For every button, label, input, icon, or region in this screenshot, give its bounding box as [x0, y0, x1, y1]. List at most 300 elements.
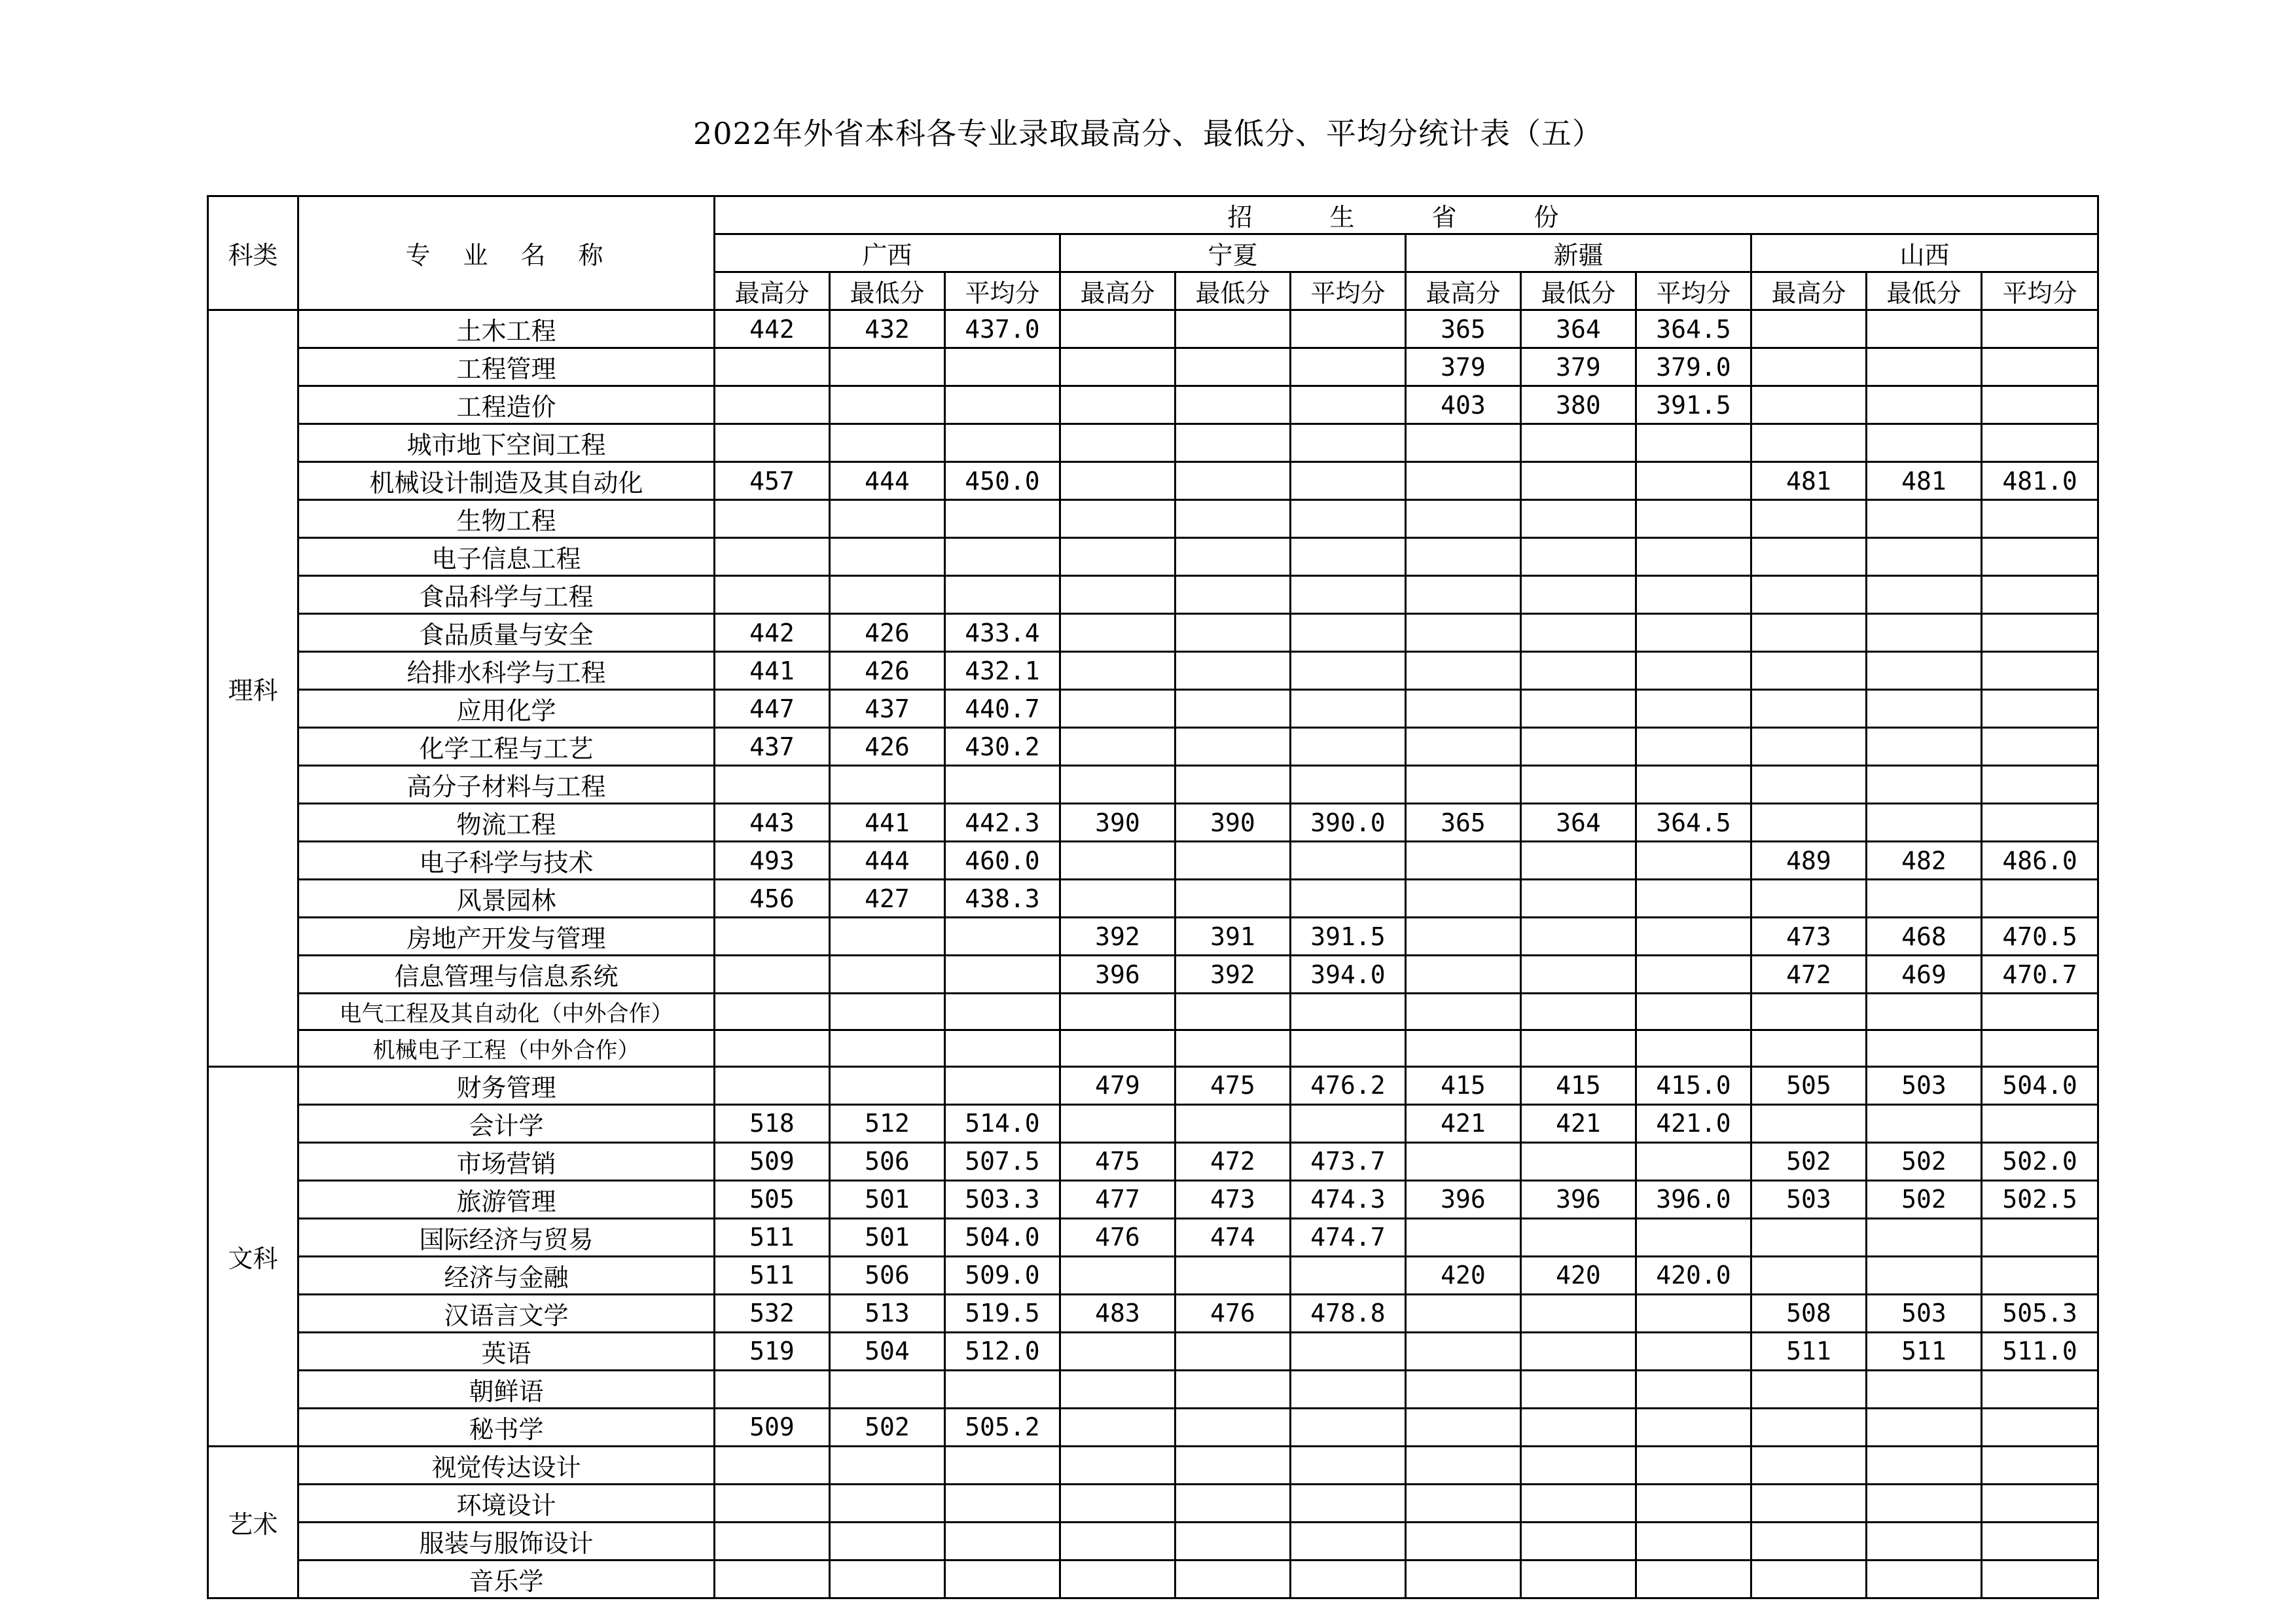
score-cell	[1060, 842, 1175, 880]
score-cell	[1291, 1104, 1406, 1142]
score-cell	[1867, 1256, 1982, 1294]
score-cell	[830, 538, 945, 576]
score-cell	[1521, 576, 1636, 614]
major-name-cell: 应用化学	[298, 690, 715, 728]
score-cell: 501	[830, 1218, 945, 1256]
score-cell: 379	[1521, 348, 1636, 386]
score-cell	[1982, 1256, 2098, 1294]
score-cell	[1867, 1408, 1982, 1446]
score-cell	[1175, 1370, 1291, 1408]
major-name-cell: 音乐学	[298, 1560, 715, 1598]
score-cell	[1982, 766, 2098, 804]
score-cell	[715, 1560, 830, 1598]
major-name-cell: 风景园林	[298, 880, 715, 918]
score-cell: 426	[830, 728, 945, 766]
score-cell	[1291, 386, 1406, 424]
score-cell	[1636, 1484, 1751, 1522]
score-cell: 432.1	[945, 652, 1060, 690]
score-cell: 415.0	[1636, 1066, 1751, 1104]
score-cell: 437	[715, 728, 830, 766]
score-cell	[830, 348, 945, 386]
major-name-cell: 电气工程及其自动化（中外合作）	[298, 994, 715, 1030]
score-cell	[1982, 1104, 2098, 1142]
score-cell	[1060, 614, 1175, 652]
score-cell: 473	[1751, 918, 1867, 956]
score-cell: 472	[1175, 1142, 1291, 1180]
score-cell	[945, 994, 1060, 1030]
major-name-cell: 化学工程与工艺	[298, 728, 715, 766]
score-cell	[1060, 538, 1175, 576]
min-score-header: 最低分	[1521, 272, 1636, 310]
table-row	[208, 1332, 2098, 1370]
score-cell: 503.3	[945, 1180, 1060, 1218]
table-row	[208, 1446, 2098, 1484]
score-cell	[1521, 766, 1636, 804]
score-cell	[1175, 690, 1291, 728]
score-cell	[1060, 1446, 1175, 1484]
score-cell	[1867, 994, 1982, 1030]
score-cell	[1636, 842, 1751, 880]
category-cell: 理科	[208, 310, 298, 1067]
score-cell: 476	[1175, 1294, 1291, 1332]
score-cell	[1175, 576, 1291, 614]
score-cell	[1867, 728, 1982, 766]
max-score-header: 最高分	[1406, 272, 1521, 310]
score-cell: 493	[715, 842, 830, 880]
score-cell	[1060, 1408, 1175, 1446]
score-cell	[1406, 538, 1521, 576]
score-cell	[1521, 880, 1636, 918]
score-cell	[1751, 690, 1867, 728]
score-cell	[830, 1030, 945, 1066]
score-cell	[1867, 1104, 1982, 1142]
score-cell	[1751, 1030, 1867, 1066]
score-cell	[715, 424, 830, 462]
score-cell	[1982, 1446, 2098, 1484]
score-cell	[1867, 1030, 1982, 1066]
avg-score-header: 平均分	[1291, 272, 1406, 310]
score-cell	[1751, 576, 1867, 614]
score-cell	[1291, 1446, 1406, 1484]
score-cell	[1406, 462, 1521, 500]
score-cell	[1982, 386, 2098, 424]
score-cell	[1521, 614, 1636, 652]
table-row	[208, 994, 2098, 1030]
score-cell	[830, 1560, 945, 1598]
score-cell	[1751, 348, 1867, 386]
major-name-cell: 电子信息工程	[298, 538, 715, 576]
major-name-cell: 环境设计	[298, 1484, 715, 1522]
table-row	[208, 1256, 2098, 1294]
score-cell	[1867, 576, 1982, 614]
score-cell	[945, 1484, 1060, 1522]
table-row	[208, 842, 2098, 880]
score-cell	[715, 576, 830, 614]
min-score-header: 最低分	[830, 272, 945, 310]
score-cell: 512	[830, 1104, 945, 1142]
score-cell	[1521, 1560, 1636, 1598]
score-cell	[1175, 1484, 1291, 1522]
score-cell	[1982, 1484, 2098, 1522]
score-cell	[1521, 1370, 1636, 1408]
score-cell: 509	[715, 1408, 830, 1446]
score-cell: 503	[1867, 1294, 1982, 1332]
score-cell	[1867, 652, 1982, 690]
table-row	[208, 1522, 2098, 1560]
score-cell	[1175, 728, 1291, 766]
score-cell	[1060, 880, 1175, 918]
score-cell	[1175, 614, 1291, 652]
score-cell	[945, 1066, 1060, 1104]
score-cell	[1291, 1030, 1406, 1066]
score-cell	[1406, 1560, 1521, 1598]
table-row	[208, 918, 2098, 956]
score-cell: 443	[715, 804, 830, 842]
score-cell	[1406, 766, 1521, 804]
table-row	[208, 1218, 2098, 1256]
score-cell: 392	[1060, 918, 1175, 956]
score-cell	[1406, 842, 1521, 880]
score-cell	[1982, 538, 2098, 576]
score-cell	[1751, 1218, 1867, 1256]
score-cell	[1867, 614, 1982, 652]
score-cell	[1867, 804, 1982, 842]
score-cell	[830, 766, 945, 804]
score-cell: 504.0	[1982, 1066, 2098, 1104]
score-cell	[1406, 1332, 1521, 1370]
score-cell	[715, 1446, 830, 1484]
score-cell	[1406, 614, 1521, 652]
score-cell	[1406, 1142, 1521, 1180]
score-cell: 476	[1060, 1218, 1175, 1256]
score-cell	[715, 956, 830, 994]
score-cell	[1406, 1446, 1521, 1484]
score-cell	[1175, 500, 1291, 538]
province-header-guangxi: 广西	[715, 234, 1060, 272]
score-cell	[1982, 994, 2098, 1030]
score-cell	[1291, 1484, 1406, 1522]
header-row-1	[208, 196, 2098, 234]
score-cell: 364.5	[1636, 310, 1751, 348]
score-cell	[1867, 1484, 1982, 1522]
score-cell	[1867, 1218, 1982, 1256]
score-cell: 457	[715, 462, 830, 500]
score-cell	[1751, 1522, 1867, 1560]
score-cell: 511	[715, 1218, 830, 1256]
score-cell	[1175, 424, 1291, 462]
score-cell	[1982, 576, 2098, 614]
score-cell: 505.2	[945, 1408, 1060, 1446]
score-cell: 505	[715, 1180, 830, 1218]
score-cell: 396.0	[1636, 1180, 1751, 1218]
score-cell	[1636, 1142, 1751, 1180]
major-name-cell: 生物工程	[298, 500, 715, 538]
score-cell	[1291, 310, 1406, 348]
score-cell: 474.7	[1291, 1218, 1406, 1256]
score-cell: 444	[830, 842, 945, 880]
score-cell	[1175, 1408, 1291, 1446]
table-row	[208, 1066, 2098, 1104]
score-cell	[1636, 538, 1751, 576]
score-cell	[1521, 956, 1636, 994]
score-cell	[1867, 538, 1982, 576]
score-cell	[1982, 728, 2098, 766]
score-cell	[1175, 842, 1291, 880]
score-cell	[1521, 690, 1636, 728]
score-cell	[1982, 1030, 2098, 1066]
score-cell: 509.0	[945, 1256, 1060, 1294]
score-cell	[1982, 424, 2098, 462]
score-cell	[1291, 538, 1406, 576]
score-cell	[1291, 424, 1406, 462]
score-cell	[1060, 652, 1175, 690]
score-cell	[1867, 1446, 1982, 1484]
score-cell	[715, 918, 830, 956]
score-cell	[1521, 1332, 1636, 1370]
score-cell: 379	[1406, 348, 1521, 386]
score-cell	[1406, 880, 1521, 918]
score-cell: 532	[715, 1294, 830, 1332]
score-cell	[1406, 1294, 1521, 1332]
major-name-cell: 机械电子工程（中外合作）	[298, 1030, 715, 1066]
score-cell	[1636, 1560, 1751, 1598]
score-cell: 437	[830, 690, 945, 728]
score-cell	[1521, 462, 1636, 500]
score-cell: 502	[1751, 1142, 1867, 1180]
score-cell	[715, 1522, 830, 1560]
table-row	[208, 728, 2098, 766]
score-cell	[715, 1066, 830, 1104]
score-cell: 472	[1751, 956, 1867, 994]
major-name-cell: 会计学	[298, 1104, 715, 1142]
score-cell: 511	[1751, 1332, 1867, 1370]
table-row	[208, 1294, 2098, 1332]
score-cell	[1291, 500, 1406, 538]
score-cell	[1521, 1484, 1636, 1522]
table-row	[208, 652, 2098, 690]
score-cell	[715, 1484, 830, 1522]
score-cell: 475	[1175, 1066, 1291, 1104]
score-cell: 441	[715, 652, 830, 690]
score-cell: 420	[1521, 1256, 1636, 1294]
score-cell	[945, 1030, 1060, 1066]
score-cell: 396	[1406, 1180, 1521, 1218]
score-cell: 502	[1867, 1180, 1982, 1218]
score-cell	[1406, 1370, 1521, 1408]
score-cell	[1175, 386, 1291, 424]
score-cell: 503	[1867, 1066, 1982, 1104]
score-cell: 483	[1060, 1294, 1175, 1332]
score-cell	[1867, 310, 1982, 348]
score-cell	[1060, 500, 1175, 538]
table-row	[208, 538, 2098, 576]
score-cell: 479	[1060, 1066, 1175, 1104]
score-cell: 473	[1175, 1180, 1291, 1218]
table-row	[208, 576, 2098, 614]
score-cell	[1982, 310, 2098, 348]
score-cell	[830, 1370, 945, 1408]
score-cell	[1982, 500, 2098, 538]
score-cell: 505	[1751, 1066, 1867, 1104]
score-cell	[1175, 1030, 1291, 1066]
score-cell	[1175, 880, 1291, 918]
score-cell: 403	[1406, 386, 1521, 424]
score-cell	[1751, 310, 1867, 348]
score-cell	[1291, 1522, 1406, 1560]
score-cell: 506	[830, 1142, 945, 1180]
score-cell	[1291, 1370, 1406, 1408]
score-cell	[1291, 1256, 1406, 1294]
table-row	[208, 804, 2098, 842]
score-cell	[715, 348, 830, 386]
score-cell: 438.3	[945, 880, 1060, 918]
score-cell	[945, 1522, 1060, 1560]
score-cell	[1521, 1408, 1636, 1446]
score-cell	[1751, 1484, 1867, 1522]
avg-score-header: 平均分	[945, 272, 1060, 310]
score-cell	[945, 538, 1060, 576]
score-cell	[945, 500, 1060, 538]
score-cell: 420.0	[1636, 1256, 1751, 1294]
score-cell: 415	[1406, 1066, 1521, 1104]
score-cell	[1406, 918, 1521, 956]
score-cell	[1521, 728, 1636, 766]
major-name-cell: 汉语言文学	[298, 1294, 715, 1332]
score-cell	[1175, 1560, 1291, 1598]
score-cell: 447	[715, 690, 830, 728]
score-cell	[1175, 538, 1291, 576]
table-row	[208, 1408, 2098, 1446]
score-cell	[1636, 1522, 1751, 1560]
score-cell	[1751, 728, 1867, 766]
score-cell: 365	[1406, 310, 1521, 348]
table-row	[208, 462, 2098, 500]
score-cell: 511.0	[1982, 1332, 2098, 1370]
score-cell	[830, 918, 945, 956]
score-cell	[830, 1066, 945, 1104]
score-cell	[1751, 386, 1867, 424]
score-cell	[1982, 1218, 2098, 1256]
score-cell	[1060, 766, 1175, 804]
score-cell	[1751, 880, 1867, 918]
score-cell	[1175, 462, 1291, 500]
score-cell	[1867, 1370, 1982, 1408]
max-score-header: 最高分	[1751, 272, 1867, 310]
score-cell: 489	[1751, 842, 1867, 880]
score-cell: 442	[715, 614, 830, 652]
score-cell	[1291, 652, 1406, 690]
province-header-ningxia: 宁夏	[1060, 234, 1406, 272]
avg-score-header: 平均分	[1982, 272, 2098, 310]
score-cell	[1751, 804, 1867, 842]
score-cell	[1291, 576, 1406, 614]
score-cell	[1521, 1142, 1636, 1180]
major-name-cell: 机械设计制造及其自动化	[298, 462, 715, 500]
score-cell	[1521, 538, 1636, 576]
score-cell	[1521, 1522, 1636, 1560]
score-cell	[1406, 500, 1521, 538]
score-cell: 502.0	[1982, 1142, 2098, 1180]
score-cell: 511	[715, 1256, 830, 1294]
score-cell	[1636, 1446, 1751, 1484]
score-cell	[1060, 1332, 1175, 1370]
score-cell	[1060, 1370, 1175, 1408]
max-score-header: 最高分	[1060, 272, 1175, 310]
score-cell	[1060, 1104, 1175, 1142]
major-name-cell: 工程管理	[298, 348, 715, 386]
score-cell	[1636, 500, 1751, 538]
score-cell	[1636, 1294, 1751, 1332]
score-cell	[1406, 1218, 1521, 1256]
score-cell	[1982, 690, 2098, 728]
min-score-header: 最低分	[1175, 272, 1291, 310]
score-cell	[1751, 766, 1867, 804]
major-name-cell: 食品质量与安全	[298, 614, 715, 652]
score-cell: 505.3	[1982, 1294, 2098, 1332]
major-name-cell: 房地产开发与管理	[298, 918, 715, 956]
score-cell	[1751, 424, 1867, 462]
table-row	[208, 1142, 2098, 1180]
score-cell	[1636, 956, 1751, 994]
score-cell	[1521, 424, 1636, 462]
score-cell	[945, 576, 1060, 614]
province-group-header: 招 生 省 份	[715, 196, 2098, 234]
score-cell	[1060, 348, 1175, 386]
score-cell	[1751, 1408, 1867, 1446]
score-cell: 502	[1867, 1142, 1982, 1180]
category-cell: 艺术	[208, 1446, 298, 1598]
score-cell	[1636, 690, 1751, 728]
score-cell	[715, 386, 830, 424]
score-cell	[1521, 1218, 1636, 1256]
table-row	[208, 500, 2098, 538]
page-title: 2022年外省本科各专业录取最高分、最低分、平均分统计表（五）	[692, 116, 1604, 151]
min-score-header: 最低分	[1867, 272, 1982, 310]
score-cell	[1406, 994, 1521, 1030]
score-cell	[1867, 386, 1982, 424]
score-cell	[830, 956, 945, 994]
score-cell	[1867, 1522, 1982, 1560]
score-cell	[1291, 1408, 1406, 1446]
score-cell: 502	[830, 1408, 945, 1446]
score-cell: 502.5	[1982, 1180, 2098, 1218]
major-name-cell: 高分子材料与工程	[298, 766, 715, 804]
score-cell: 473.7	[1291, 1142, 1406, 1180]
score-cell	[1751, 652, 1867, 690]
score-cell: 390.0	[1291, 804, 1406, 842]
score-cell: 476.2	[1291, 1066, 1406, 1104]
score-cell: 475	[1060, 1142, 1175, 1180]
score-cell: 450.0	[945, 462, 1060, 500]
score-cell: 442	[715, 310, 830, 348]
score-cell	[1521, 652, 1636, 690]
major-name-cell: 旅游管理	[298, 1180, 715, 1218]
score-cell: 474.3	[1291, 1180, 1406, 1218]
score-cell: 421.0	[1636, 1104, 1751, 1142]
score-cell	[830, 994, 945, 1030]
major-name-cell: 城市地下空间工程	[298, 424, 715, 462]
score-cell	[1060, 1256, 1175, 1294]
score-cell: 469	[1867, 956, 1982, 994]
score-cell	[1291, 842, 1406, 880]
score-cell: 503	[1751, 1180, 1867, 1218]
score-cell	[1867, 1560, 1982, 1598]
score-cell	[1291, 614, 1406, 652]
score-cell	[1982, 1408, 2098, 1446]
score-cell	[1751, 614, 1867, 652]
score-cell: 508	[1751, 1294, 1867, 1332]
score-cell	[1982, 1522, 2098, 1560]
